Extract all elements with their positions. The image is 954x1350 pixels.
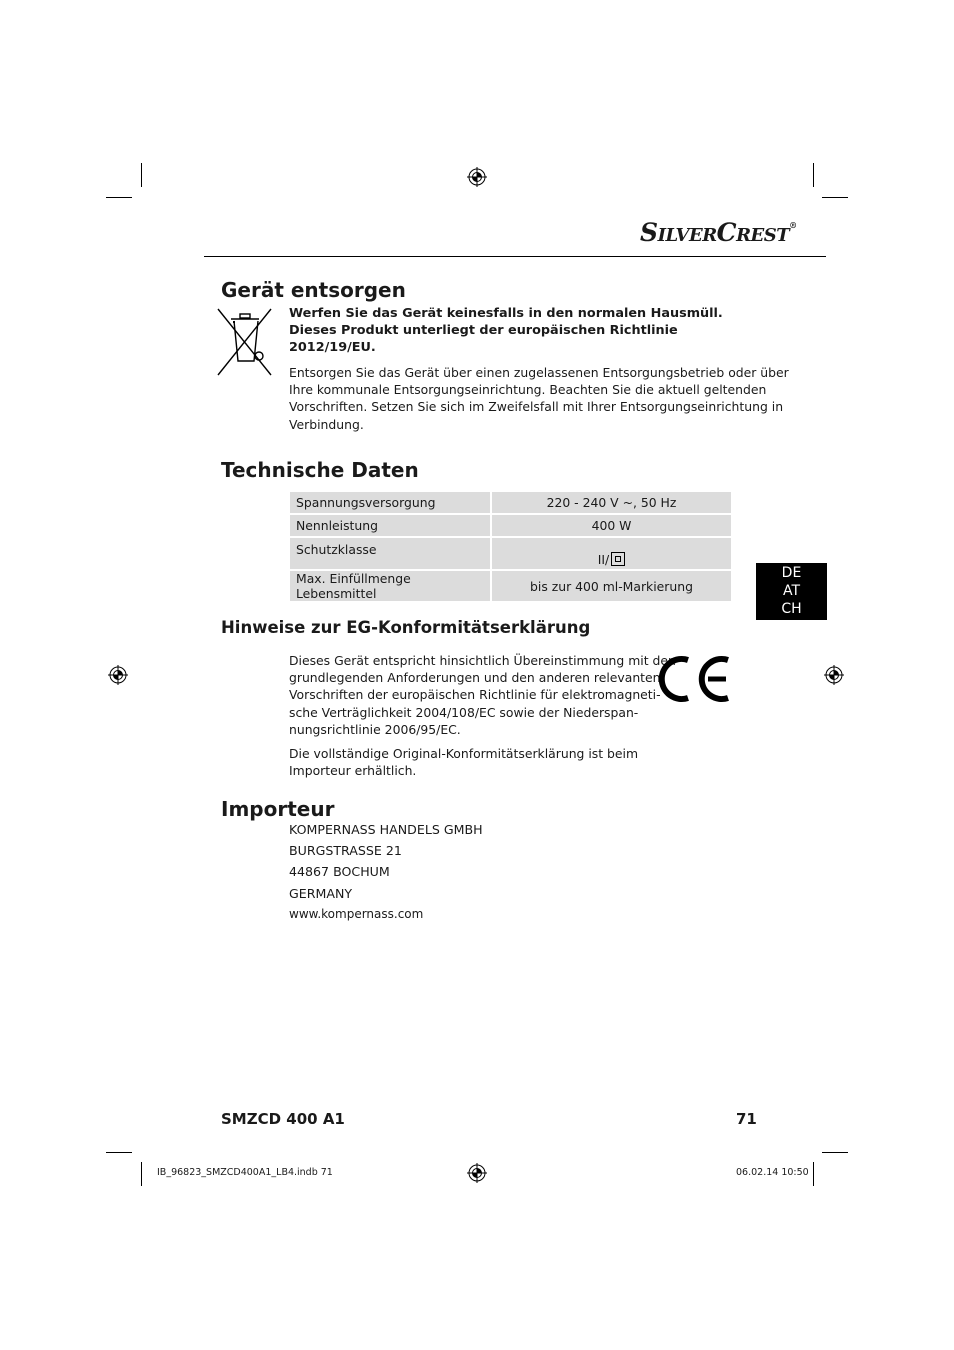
lang-de: DE — [781, 565, 802, 581]
text-line: Dieses Produkt unterliegt der europäischen Richtlinie — [289, 323, 678, 338]
spec-value — [490, 538, 731, 569]
crop-mark — [141, 1162, 142, 1186]
importer-country: GERMANY — [289, 886, 353, 901]
importer-website[interactable]: www.kompernass.com — [289, 907, 424, 921]
crossed-bin-icon — [214, 307, 274, 377]
heading-importer: Importeur — [221, 797, 335, 821]
heading-tech-data: Technische Daten — [221, 458, 419, 482]
registration-mark-icon — [467, 1163, 487, 1183]
crop-mark — [813, 1162, 814, 1186]
importer-street: BURGSTRASSE 21 — [289, 843, 402, 858]
heading-conformity: Hinweise zur EG-Konformitätserklärung — [221, 618, 591, 637]
text-line: sche Verträglichkeit 2004/108/EC sowie der Niederspan- — [289, 704, 639, 720]
text-line: Verbindung. — [289, 416, 364, 432]
page-number: 71 — [736, 1110, 757, 1128]
text-line: Entsorgen Sie das Gerät über einen zugelassenen Entsorgungsbetrieb oder über — [289, 365, 789, 380]
importer-city: 44867 BOCHUM — [289, 864, 390, 879]
registration-mark-icon — [824, 665, 844, 685]
spec-label: Schutzklasse — [290, 538, 490, 569]
heading-disposal: Gerät entsorgen — [221, 278, 406, 302]
spec-label: Spannungsversorgung — [290, 492, 490, 513]
importer-name: KOMPERNASS HANDELS GMBH — [289, 822, 483, 837]
crop-mark — [106, 197, 132, 198]
crop-mark — [822, 1152, 848, 1153]
disposal-warning — [289, 305, 723, 356]
table-row — [290, 538, 731, 569]
double-insulation-icon — [611, 552, 625, 566]
brand-logo: SILVERCREST® — [640, 218, 797, 247]
table-row — [290, 492, 731, 513]
conformity-p1 — [289, 652, 676, 738]
disposal-body — [289, 364, 789, 433]
text-line: Dieses Gerät entspricht hinsichtlich Übereinstimmung mit den — [289, 653, 676, 668]
spec-label: Nennleistung — [290, 515, 490, 536]
crop-mark — [822, 197, 848, 198]
text-line: Vorschriften. Setzen Sie sich im Zweifelsfall mit Ihrer Entsorgungseinrichtung in — [289, 399, 784, 415]
text-line: Importeur erhältlich. — [289, 763, 417, 779]
crop-mark — [813, 163, 814, 187]
text-line: Ihre kommunale Entsorgungseinrichtung. Beachten Sie die aktuell geltenden — [289, 382, 767, 398]
language-tag — [756, 563, 827, 620]
table-row — [290, 571, 731, 601]
registration-mark-icon — [467, 167, 487, 187]
protection-class-text: II/ — [597, 552, 610, 567]
lang-at: AT — [782, 583, 801, 599]
crop-mark — [106, 1152, 132, 1153]
text-line: nungsrichtlinie 2006/95/EC. — [289, 721, 461, 737]
conformity-p2 — [289, 745, 638, 779]
text-line: 2012/19/EU. — [289, 340, 376, 355]
text-line: Vorschriften der europäischen Richtlinie für elektromagneti- — [289, 687, 661, 703]
model-number: SMZCD 400 A1 — [221, 1110, 345, 1128]
table-row — [290, 515, 731, 536]
print-slug-date: 06.02.14 10:50 — [736, 1167, 809, 1178]
ce-mark-icon — [656, 653, 732, 705]
registration-mark-icon — [108, 665, 128, 685]
lang-ch: CH — [781, 601, 802, 617]
spec-value: bis zur 400 ml-Markierung — [490, 571, 731, 601]
spec-value: 220 - 240 V ~, 50 Hz — [490, 492, 731, 513]
crop-mark — [141, 163, 142, 187]
spec-value: 400 W — [490, 515, 731, 536]
spec-table — [290, 490, 731, 603]
print-slug-file: IB_96823_SMZCD400A1_LB4.indb 71 — [157, 1167, 333, 1178]
header-rule — [204, 256, 826, 257]
text-line: grundlegenden Anforderungen und den anderen relevanten — [289, 670, 661, 686]
spec-label: Max. Einfüllmenge Lebensmittel — [290, 571, 490, 601]
text-line: Die vollständige Original-Konformitätserklärung ist beim — [289, 746, 639, 761]
text-line: Werfen Sie das Gerät keinesfalls in den normalen Hausmüll. — [289, 306, 723, 321]
